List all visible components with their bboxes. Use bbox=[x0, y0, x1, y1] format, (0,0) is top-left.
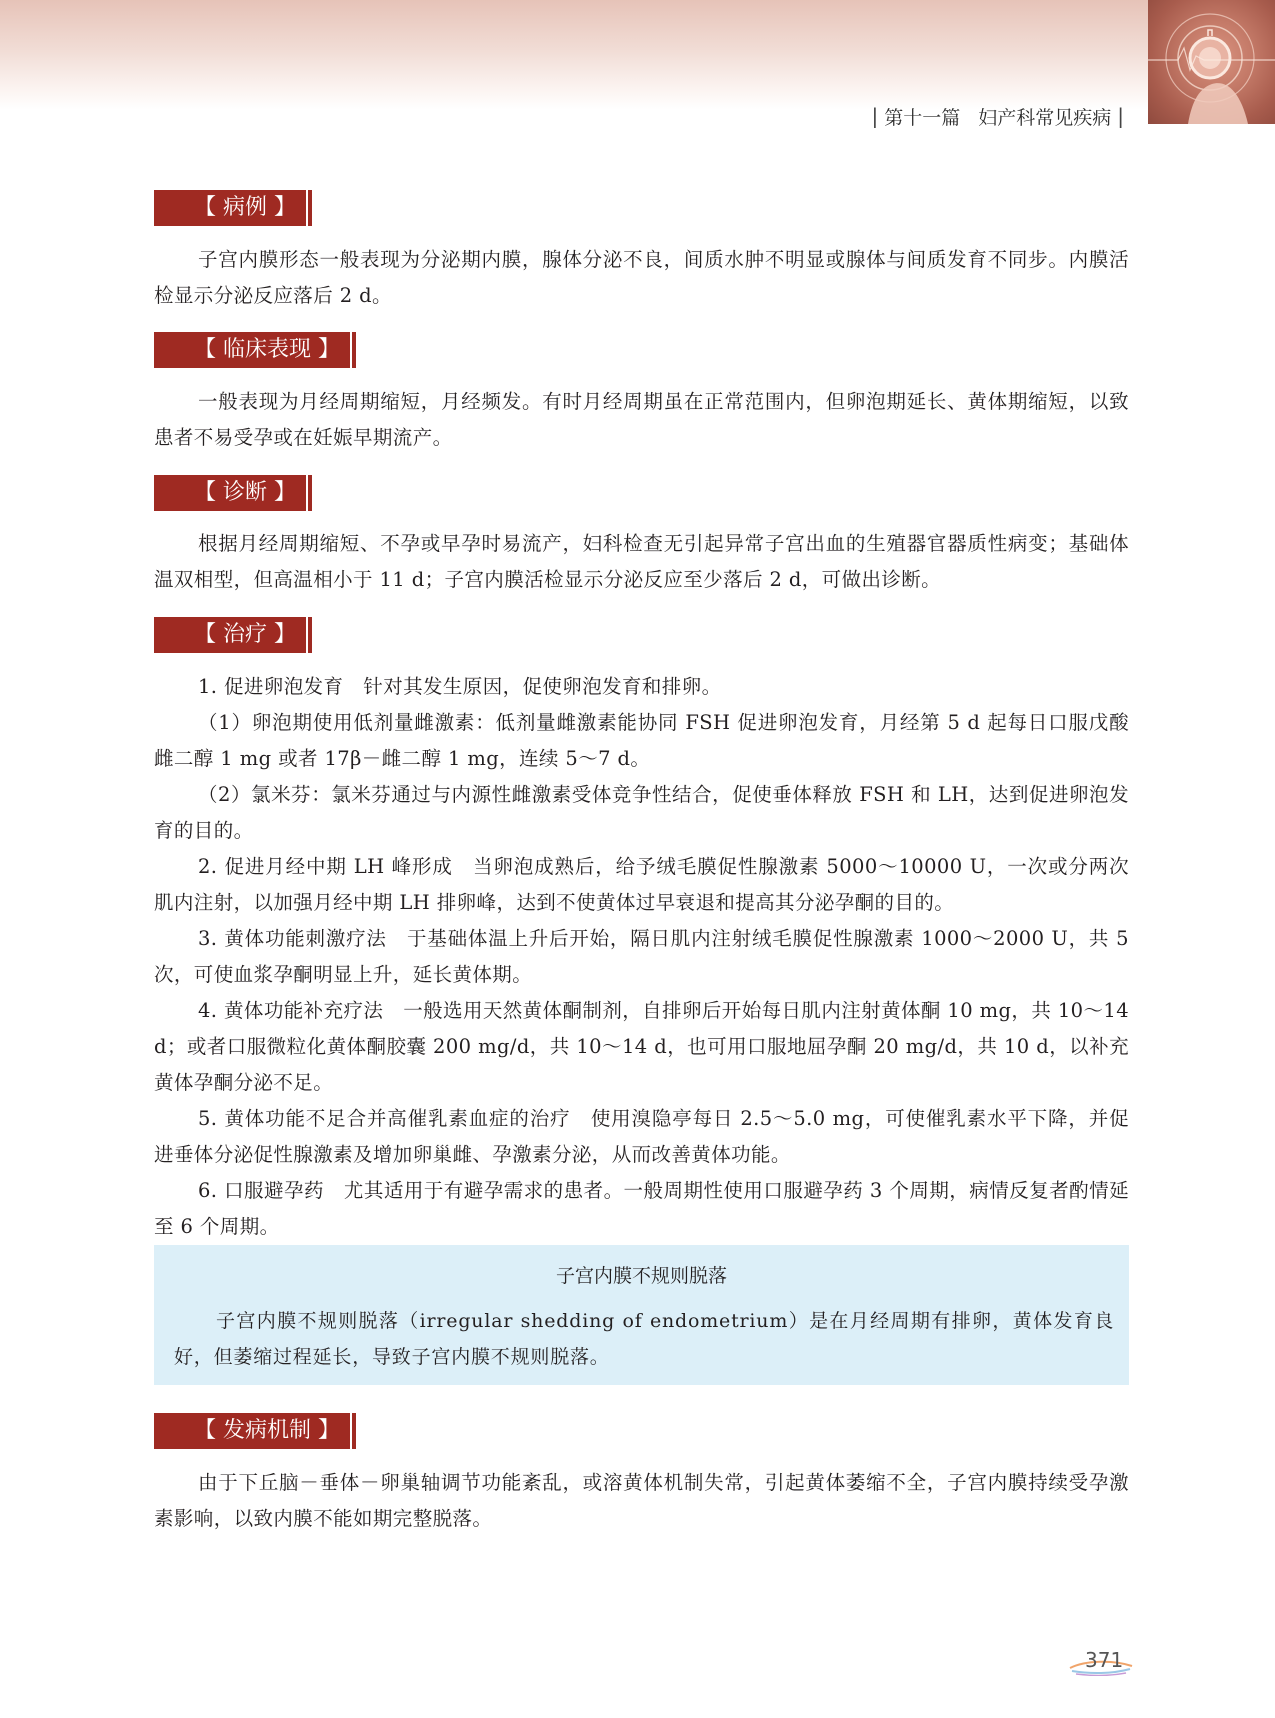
paragraph: （1）卵泡期使用低剂量雌激素：低剂量雌激素能协同 FSH 促进卵泡发育，月经第 5 d 起每日口服戊酸雌二醇 1 mg 或者 17β－雌二醇 1 mg，连续 5～7 d。 bbox=[154, 711, 1129, 770]
section-heading: 【 发病机制 】 bbox=[154, 1413, 350, 1449]
stethoscope-decoration-icon bbox=[1148, 0, 1275, 124]
info-box-text: 子宫内膜不规则脱落（irregular shedding of endometrium）是在月经周期有排卵，黄体发育良好，但萎缩过程延长，导致子宫内膜不规则脱落。 bbox=[174, 1310, 1114, 1368]
paragraph: 子宫内膜形态一般表现为分泌期内膜，腺体分泌不良，间质水肿不明显或腺体与间质发育不同步。内膜活检显示分泌反应落后 2 d。 bbox=[154, 248, 1129, 307]
page-number: 371 bbox=[1085, 1648, 1124, 1672]
paragraph: 4. 黄体功能补充疗法 一般选用天然黄体酮制剂，自排卵后开始每日肌内注射黄体酮 10 mg，共 10～14 d；或者口服微粒化黄体酮胶囊 200 mg/d，共 10～14 d，也可用口服地屈孕酮 20 mg/d，共 10 d，以补充黄体孕酮分泌不足。 bbox=[154, 999, 1129, 1094]
paragraph: 根据月经周期缩短、不孕或早孕时易流产，妇科检查无引起异常子宫出血的生殖器官器质性病变；基础体温双相型，但高温相小于 11 d；子宫内膜活检显示分泌反应至少落后 2 d，可做出诊断。 bbox=[154, 532, 1129, 591]
info-box-title: 子宫内膜不规则脱落 bbox=[555, 1265, 727, 1287]
paragraph: 5. 黄体功能不足合并高催乳素血症的治疗 使用溴隐亭每日 2.5～5.0 mg，可使催乳素水平下降，并促进垂体分泌促性腺激素及增加卵巢雌、孕激素分泌，从而改善黄体功能。 bbox=[154, 1107, 1129, 1166]
paragraph: 由于下丘脑－垂体－卵巢轴调节功能紊乱，或溶黄体机制失常，引起黄体萎缩不全，子宫内膜持续受孕激素影响，以致内膜不能如期完整脱落。 bbox=[154, 1471, 1129, 1530]
info-box bbox=[154, 1245, 1129, 1385]
paragraph: （2）氯米芬：氯米芬通过与内源性雌激素受体竞争性结合，促使垂体释放 FSH 和 LH，达到促进卵泡发育的目的。 bbox=[154, 783, 1129, 842]
paragraph: 2. 促进月经中期 LH 峰形成 当卵泡成熟后，给予绒毛膜促性腺激素 5000～10000 U，一次或分两次肌内注射，以加强月经中期 LH 排卵峰，达到不使黄体过早衰退和提高其分泌孕酮的目的。 bbox=[154, 855, 1129, 914]
section-heading: 【 病例 】 bbox=[154, 190, 306, 226]
header-chapter: 妇产科常见疾病 bbox=[978, 106, 1112, 129]
paragraph: 一般表现为月经周期缩短，月经频发。有时月经周期虽在正常范围内，但卵泡期延长、黄体期缩短，以致患者不易受孕或在妊娠早期流产。 bbox=[154, 390, 1129, 449]
header-band bbox=[0, 0, 1275, 110]
running-header bbox=[865, 103, 1130, 129]
paragraph: 6. 口服避孕药 尤其适用于有避孕需求的患者。一般周期性使用口服避孕药 3 个周期，病情反复者酌情延至 6 个周期。 bbox=[154, 1179, 1129, 1238]
paragraph: 1. 促进卵泡发育 针对其发生原因，促使卵泡发育和排卵。 bbox=[198, 675, 722, 698]
section-heading: 【 诊断 】 bbox=[154, 475, 306, 511]
section-heading: 【 治疗 】 bbox=[154, 617, 306, 653]
paragraph: 3. 黄体功能刺激疗法 于基础体温上升后开始，隔日肌内注射绒毛膜促性腺激素 1000～2000 U，共 5 次，可使血浆孕酮明显上升，延长黄体期。 bbox=[154, 927, 1129, 986]
header-section: 第十一篇 bbox=[884, 106, 961, 129]
header-divider: | bbox=[871, 104, 879, 128]
section-heading: 【 临床表现 】 bbox=[154, 332, 350, 368]
header-divider: | bbox=[1117, 104, 1124, 128]
